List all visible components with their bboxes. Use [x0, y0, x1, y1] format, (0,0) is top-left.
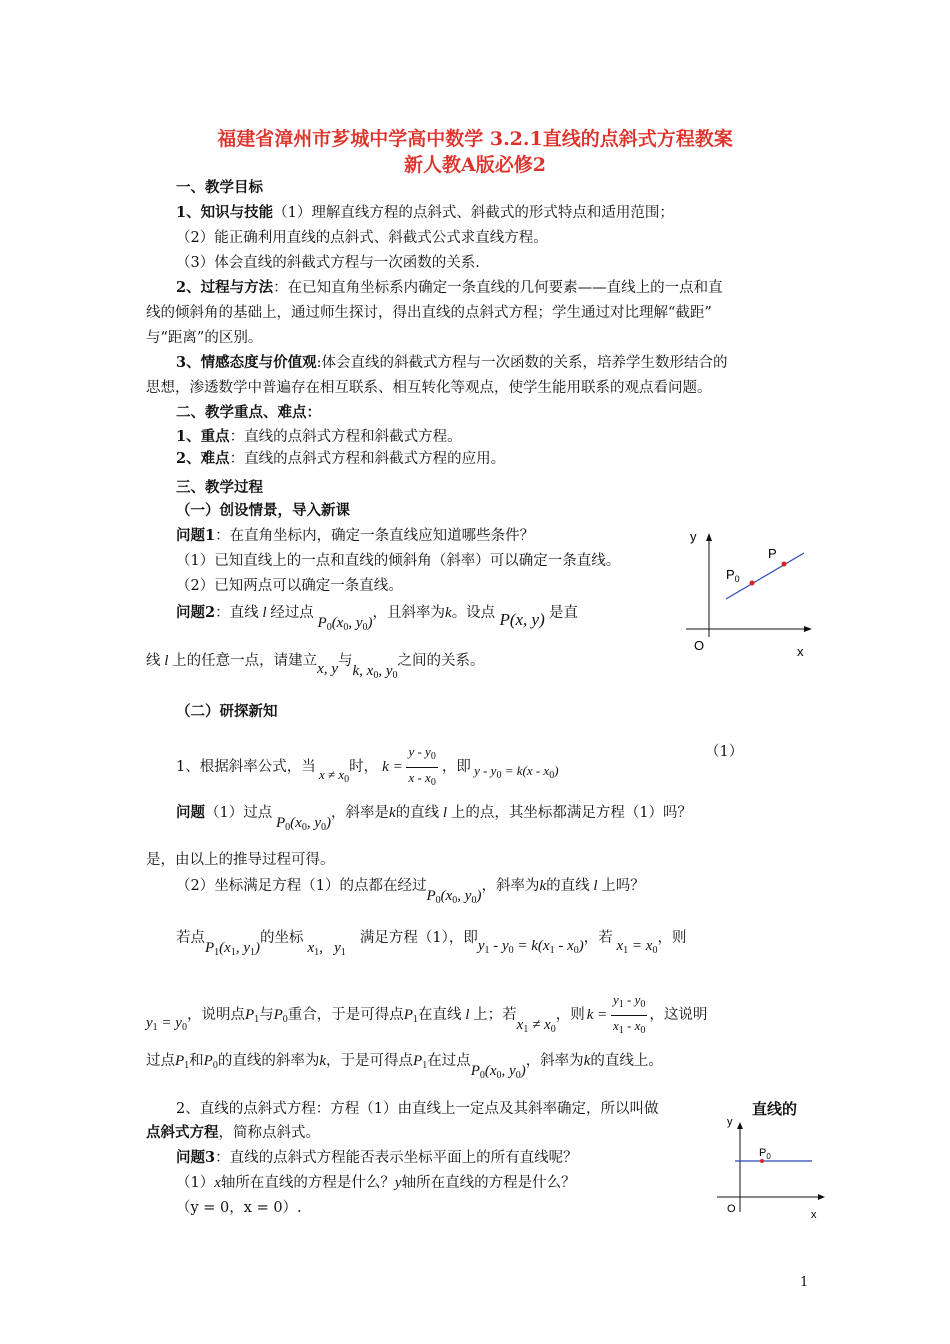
derivation-1: [176, 742, 559, 793]
question-p2: [176, 876, 645, 906]
math-k-d: k: [319, 1053, 327, 1069]
y-label: y: [690, 529, 697, 544]
goal-1-3: （3）体会直线的斜截式方程与一次函数的关系.: [176, 255, 480, 271]
proof-line2: [146, 990, 707, 1041]
math-k-c: k: [539, 878, 547, 894]
math-x: x: [214, 1175, 221, 1191]
math-y1-eq-y0: $y_1 = y_0$: [146, 1014, 187, 1033]
math-p0-d: $P_0(x_0$, $y_0$): [470, 1063, 526, 1081]
answer-yes: 是，由以上的推导过程可得。: [146, 852, 335, 868]
q2-d: 。设点: [451, 605, 496, 621]
p5-c: 满足方程（1），即: [359, 930, 478, 946]
q3-a1c: 轴所在直线的方程是什么？: [401, 1175, 576, 1191]
p2-c: 的直线: [395, 805, 440, 821]
p2-b: ，斜率是: [330, 805, 389, 821]
q2-c: ，且斜率为: [372, 605, 446, 621]
p6-f: ，则: [555, 1006, 585, 1023]
coordinate-figure-2: [715, 1112, 825, 1222]
subsection-2: （二）研探新知: [176, 703, 278, 720]
p4-b: ，斜率为: [481, 878, 540, 894]
goal-3-text: :体会直线的斜截式方程与一次函数的关系，培养学生数形结合的: [316, 355, 728, 371]
math-P0-c: $P_0$: [203, 1053, 218, 1071]
goal-3-line2: 思想，渗透数学中普遍存在相互联系、相互转化等观点，使学生能用联系的观点看问题。: [146, 380, 712, 396]
goal-2-line3: 与“距离”的区别。: [146, 330, 263, 346]
key-text: ：直线的点斜式方程和斜截式方程。: [229, 429, 462, 445]
section-heading-goals: 一、教学目标: [176, 179, 263, 196]
p7-c: 的直线的斜率为: [217, 1053, 320, 1069]
question-3-sub1: [176, 1173, 576, 1193]
origin-label: O: [694, 638, 705, 653]
p2-a: （1）过点: [205, 805, 273, 821]
p7-d: ，于是可得点: [326, 1053, 414, 1069]
goal-2-line1: [176, 278, 723, 298]
coordinate-figure-1: [680, 525, 820, 665]
math-l-c: l: [589, 878, 602, 894]
question-1-text: ：在直角坐标内，确定一条直线应知道哪些条件？: [215, 528, 535, 544]
p4-d: 上吗？: [601, 878, 645, 894]
q3-a1b: 轴所在直线的方程是什么？: [220, 1175, 395, 1191]
point-p0: [750, 581, 755, 586]
p0-label-main: P: [726, 567, 735, 582]
q3-a1a: （1）: [176, 1175, 215, 1191]
question-2-label: 问题2: [176, 604, 216, 621]
p0-label-2-sub: 0: [766, 1152, 771, 1161]
math-p0-c: $P_0(x_0$, $y_0$): [426, 888, 482, 906]
math-x-neq-x0: $x \ne x_0$: [315, 766, 350, 785]
q2-e: 是直: [549, 605, 578, 621]
goal-3-label: 3、情感态度与价值观: [176, 354, 317, 371]
page-number: 1: [800, 1275, 809, 1290]
math-P1-b: $P_1$: [403, 1006, 418, 1025]
section-heading-process: 三、教学过程: [176, 479, 263, 496]
x-axis-arrow-icon-2: [818, 1194, 825, 1200]
p5-a: 若点: [176, 930, 205, 946]
key-label: 1、重点: [176, 428, 230, 445]
point-slope-def-line2: [146, 1123, 320, 1143]
math-k-e: k: [583, 1053, 591, 1069]
math-k-b: k: [388, 805, 396, 821]
math-slope-formula: k = $\frac{y - y_0}{x - x_0}$: [382, 744, 436, 788]
page-title: 福建省漳州市芗城中学高中数学 3.2.1直线的点斜式方程教案: [217, 128, 733, 150]
math-l-2: l: [160, 653, 173, 669]
proof-line3: [146, 1051, 663, 1081]
math-P1-c: $P_1$: [175, 1053, 190, 1071]
p6-d: 在直线: [417, 1006, 462, 1023]
x-label-2: x: [811, 1209, 817, 1221]
question-3-label: 问题3: [176, 1149, 216, 1166]
question-1-label: 问题1: [176, 527, 216, 544]
y-label-2: y: [727, 1116, 733, 1128]
q2-b: 经过点: [270, 605, 314, 621]
p2-d: 上的点，其坐标都满足方程（1）吗？: [450, 805, 693, 821]
y-axis-arrow-icon: [706, 533, 712, 541]
goal-2-line2: 线的倾斜角的基础上，通过师生探讨，得出直线的点斜式方程；学生通过对比理解“截距”: [146, 305, 712, 321]
p0-label-2: [759, 1147, 771, 1161]
p6-e: 上；若: [473, 1006, 517, 1023]
answer-1: （1）已知直线上的一点和直线的倾斜角（斜率）可以确定一条直线。: [176, 553, 621, 569]
q2-h: 与: [338, 653, 353, 669]
math-xy: x, y: [317, 661, 338, 677]
p6-c: 重合，于是可得点: [287, 1006, 404, 1023]
math-x1-y1: $x_1$, $y_1$: [307, 940, 346, 958]
p5-d: ，若: [583, 930, 613, 946]
question-p1: [176, 803, 693, 833]
goal-1-2: （2）能正确利用直线的点斜式、斜截式公式求直线方程。: [176, 230, 548, 246]
math-eq-p1: $y_1 - y_0 = k(x_1 - x_0)$: [477, 938, 584, 956]
point-p0-2: [760, 1159, 764, 1163]
goal-3-line1: [176, 353, 727, 373]
question-3: [176, 1148, 578, 1168]
math-point-slope: $y - y_0 = k(x - x_0)$: [470, 762, 559, 781]
p1-c: ，即: [441, 758, 471, 775]
math-k: k: [445, 605, 452, 621]
difficult-text: ：直线的点斜式方程和斜截式方程的应用。: [229, 451, 506, 467]
q2-a: ：直线: [215, 605, 259, 621]
difficult-label: 2、难点: [176, 450, 230, 467]
subsection-1: （一）创设情景，导入新课: [176, 502, 350, 519]
p5-e: ，则: [657, 930, 687, 946]
goal-1-label: 1、知识与技能: [176, 204, 274, 221]
math-l-b: l: [439, 805, 451, 821]
math-l-d: l: [461, 1006, 474, 1023]
goal-1: [176, 203, 674, 223]
equation-number-1: （1）: [705, 744, 744, 760]
p7-a: 过点: [146, 1053, 175, 1069]
q2-g: 上的任意一点，请建立: [172, 653, 318, 669]
p7-e: 在过点: [427, 1053, 471, 1069]
section-heading-key: 二、教学重点、难点：: [176, 404, 321, 421]
point-slope-term: 点斜式方程: [146, 1124, 219, 1141]
p8-d: ，简称点斜式。: [218, 1125, 320, 1141]
math-P1: $P_1$: [244, 1006, 260, 1025]
question-p-label: 问题: [176, 804, 205, 821]
p5-b: 的坐标: [260, 930, 304, 946]
goal-1-text: （1）理解直线方程的点斜式、斜截式的形式特点和适用范围；: [273, 205, 674, 221]
y-axis-arrow-icon-2: [737, 1122, 743, 1129]
math-P1-d: $P_1$: [413, 1053, 428, 1071]
p6-g: ，这说明: [649, 1006, 708, 1023]
math-p0: $P_0(x_0$, $y_0$): [313, 615, 373, 633]
question-3-text: ：直线的点斜式方程能否表示坐标平面上的所有直线呢？: [215, 1150, 578, 1166]
math-p1: $P_1(x_1$, $y_1$): [205, 940, 260, 958]
difficult-point: [176, 449, 505, 469]
math-l: l: [258, 605, 271, 621]
p6-b: 与: [259, 1006, 274, 1023]
p4-a: （2）坐标满足方程（1）的点都在经过: [176, 878, 427, 894]
question-3-sub2: （y = 0，x = 0）.: [176, 1200, 302, 1216]
p1-a: 1、根据斜率公式，当: [176, 758, 316, 775]
goal-2-text: ：在已知直角坐标系内确定一条直线的几何要素——直线上的一点和直: [273, 280, 723, 296]
p7-b: 和: [189, 1053, 204, 1069]
q2-f: 线: [146, 653, 161, 669]
math-kx0y0: k, $x_0$, $y_0$: [352, 663, 398, 681]
p0-label-2-main: P: [759, 1147, 767, 1159]
point-slope-def-tail: 直线的: [752, 1100, 798, 1118]
answer-2: （2）已知两点可以确定一条直线。: [176, 578, 403, 594]
math-x1-eq-x0: $x_1 = x_0$: [612, 938, 658, 956]
x-label: x: [797, 644, 804, 659]
x-axis-arrow-icon: [804, 626, 812, 632]
math-y: y: [394, 1175, 402, 1191]
origin-label-2: O: [727, 1203, 736, 1215]
goal-2-label: 2、过程与方法: [176, 279, 274, 296]
question-2-line2: [146, 651, 485, 681]
math-pxy: P(x, y): [495, 610, 549, 629]
math-x1-neq-x0: $x_1 \ne x_0$: [516, 1016, 556, 1035]
math-P0: $P_0$: [273, 1006, 288, 1025]
question-1: [176, 526, 534, 546]
p0-label: [726, 567, 740, 584]
proof-line1: [176, 928, 687, 958]
point-slope-def-line1: 2、直线的点斜式方程：方程（1）由直线上一定点及其斜率确定，所以叫做: [176, 1101, 659, 1117]
question-2-line1: [176, 602, 578, 633]
p-label: P: [768, 546, 777, 561]
key-point: [176, 427, 462, 447]
math-k-formula: k = $\frac{y_1 - y_0}{x_1 - x_0}$: [586, 992, 646, 1036]
point-p: [782, 562, 787, 567]
p4-c: 的直线: [546, 878, 590, 894]
math-p0-b: $P_0(x_0$, $y_0$): [272, 815, 331, 833]
p6-a: ，说明点: [186, 1006, 245, 1023]
p7-g: 的直线上。: [590, 1053, 663, 1069]
p1-b: 时，: [349, 758, 379, 775]
p0-label-sub: 0: [734, 574, 740, 584]
q2-i: 之间的关系。: [397, 653, 485, 669]
p7-f: ，斜率为: [525, 1053, 584, 1069]
page-subtitle: 新人教A版必修2: [404, 154, 546, 176]
